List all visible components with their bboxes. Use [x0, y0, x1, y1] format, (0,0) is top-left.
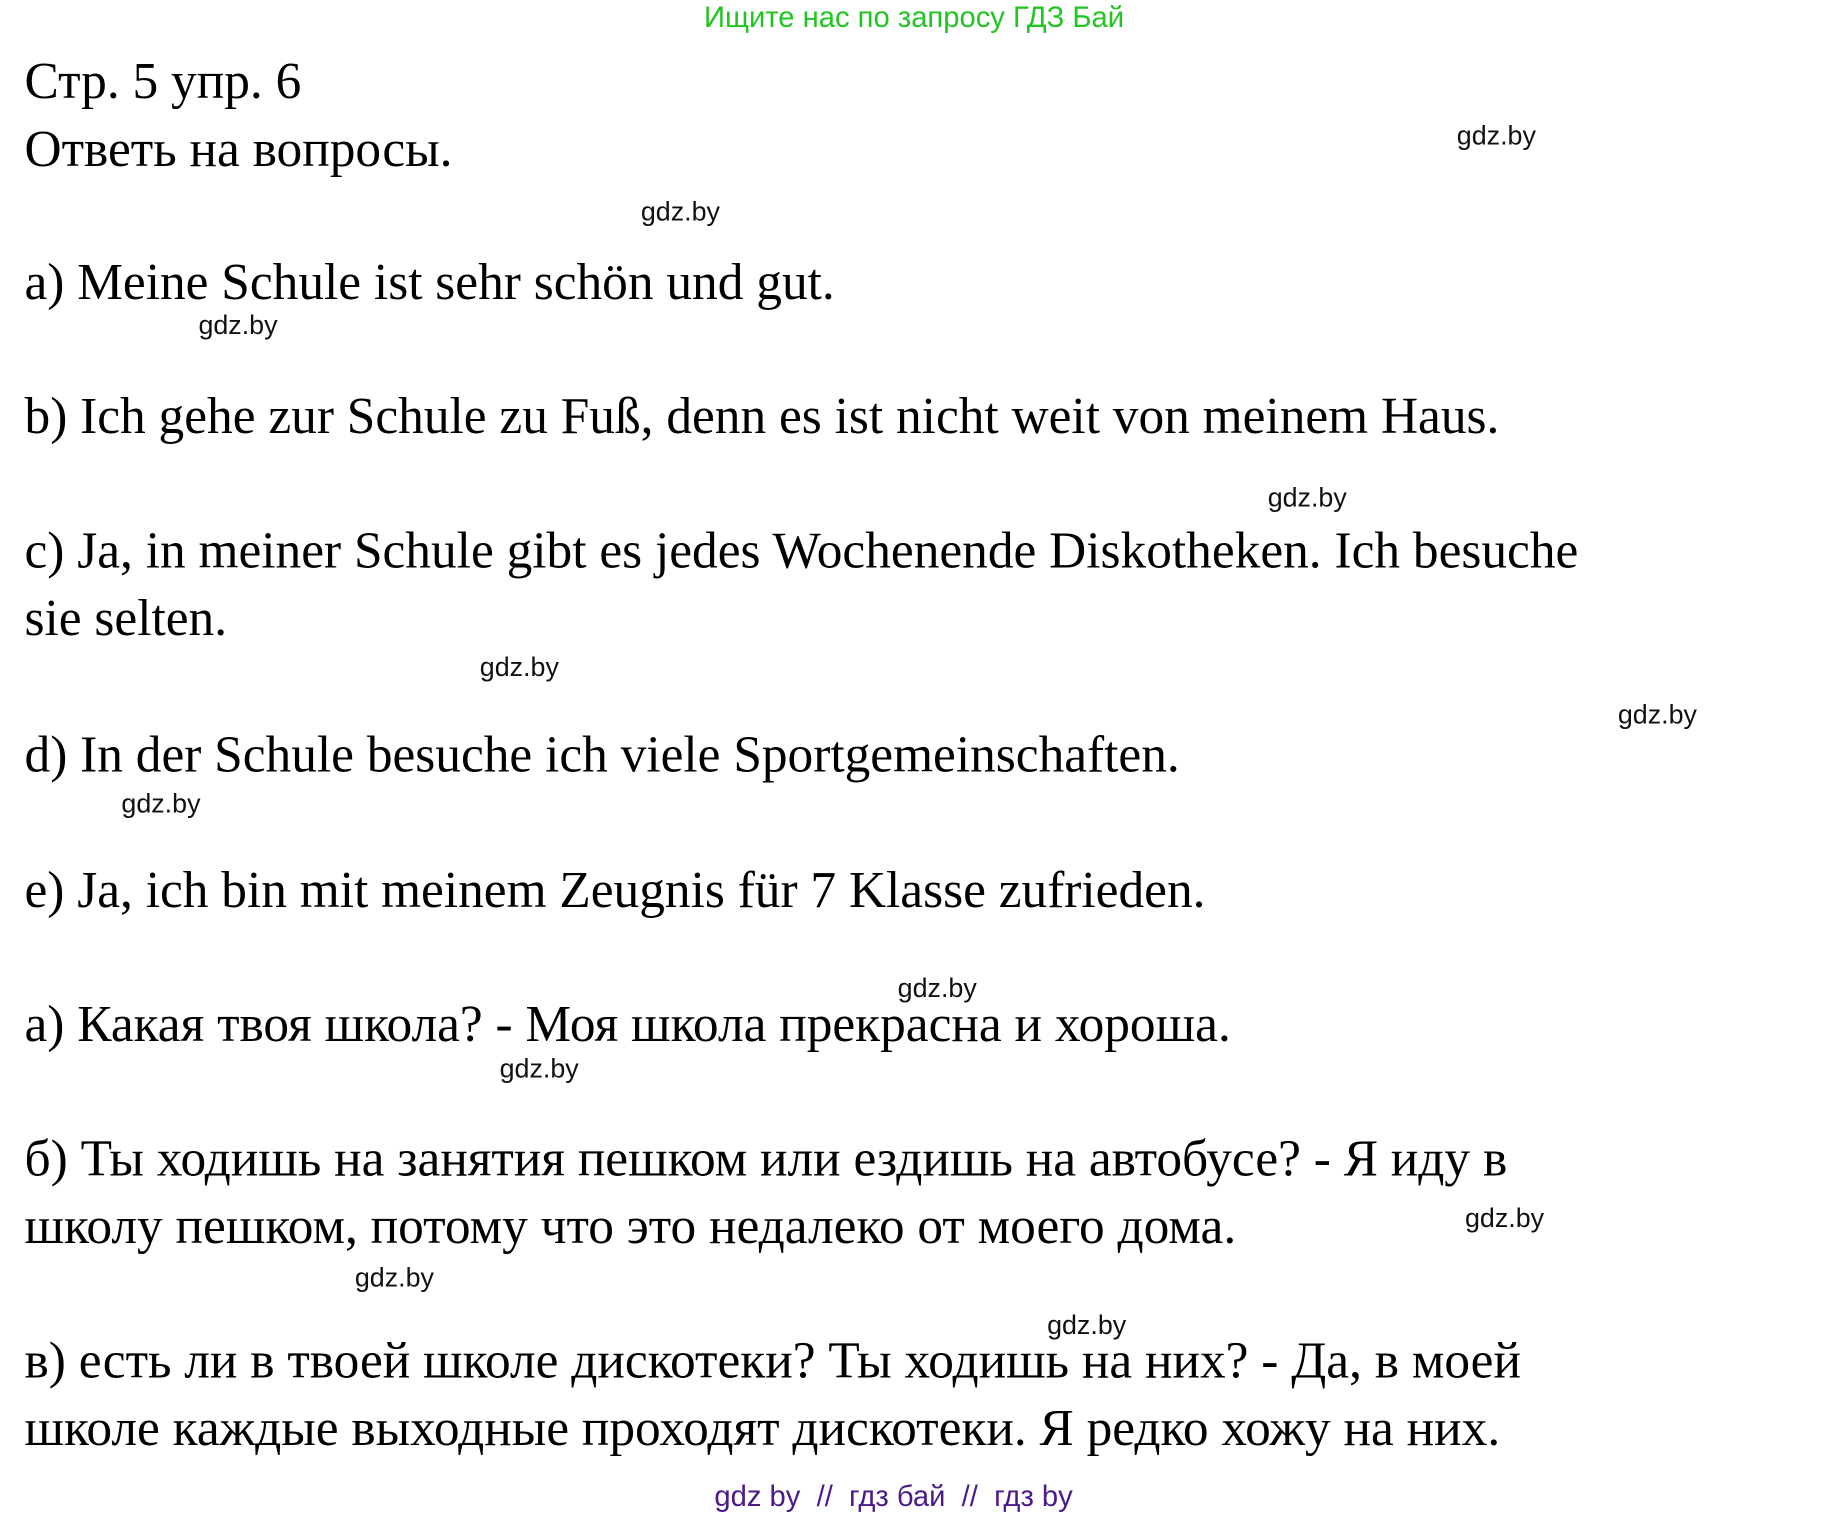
- answer-c-ru: в) есть ли в твоей школе дискотеки? Ты ходишь на них? - Да, в моей: [24, 1331, 1521, 1390]
- watermark: gdz.by: [499, 1052, 579, 1084]
- answer-b-ru: б) Ты ходишь на занятия пешком или ездишь на автобусе? - Я иду в: [24, 1129, 1508, 1188]
- watermark: gdz.by: [1456, 120, 1536, 151]
- watermark: gdz.by: [897, 972, 977, 1003]
- watermark: gdz.by: [121, 787, 201, 819]
- watermark: gdz.by: [1464, 1202, 1545, 1233]
- watermark: gdz.by: [640, 196, 720, 227]
- footer-watermark: gdz by // гдз бай // гдз by: [714, 1480, 1073, 1513]
- watermark: gdz.by: [1617, 699, 1697, 730]
- answer-d-de: d) In der Schule besuche ich viele Sportgemeinschaften.: [24, 726, 1180, 784]
- watermark: gdz.by: [1047, 1309, 1127, 1341]
- answer-c-de-cont: sie selten.: [24, 589, 228, 647]
- header-banner: Ищите нас по запросу ГДЗ Бай: [703, 1, 1125, 34]
- answer-c-de: c) Ja, in meiner Schule gibt es jedes Wochenende Diskotheken. Ich besuche: [24, 521, 1579, 579]
- watermark: gdz.by: [198, 309, 278, 340]
- watermark: gdz.by: [354, 1261, 434, 1293]
- watermark: gdz.by: [479, 651, 559, 682]
- answer-a-ru: а) Какая твоя школа? - Моя школа прекрасна и хороша.: [24, 995, 1231, 1053]
- answer-b-de: b) Ich gehe zur Schule zu Fuß, denn es ist nicht weit von meinem Haus.: [24, 387, 1500, 445]
- page-title: Стр. 5 упр. 6: [24, 52, 302, 110]
- answer-a-de: a) Meine Schule ist sehr schön und gut.: [24, 253, 835, 311]
- answer-b-ru-cont: школу пешком, потому что это недалеко от моего дома.: [24, 1197, 1237, 1255]
- task-heading: Ответь на вопросы.: [24, 120, 453, 178]
- answer-c-ru-cont: школе каждые выходные проходят дискотеки. Я редко хожу на них.: [24, 1399, 1501, 1457]
- watermark: gdz.by: [1267, 482, 1347, 513]
- answer-e-de: e) Ja, ich bin mit meinem Zeugnis für 7 Klasse zufrieden.: [24, 861, 1206, 919]
